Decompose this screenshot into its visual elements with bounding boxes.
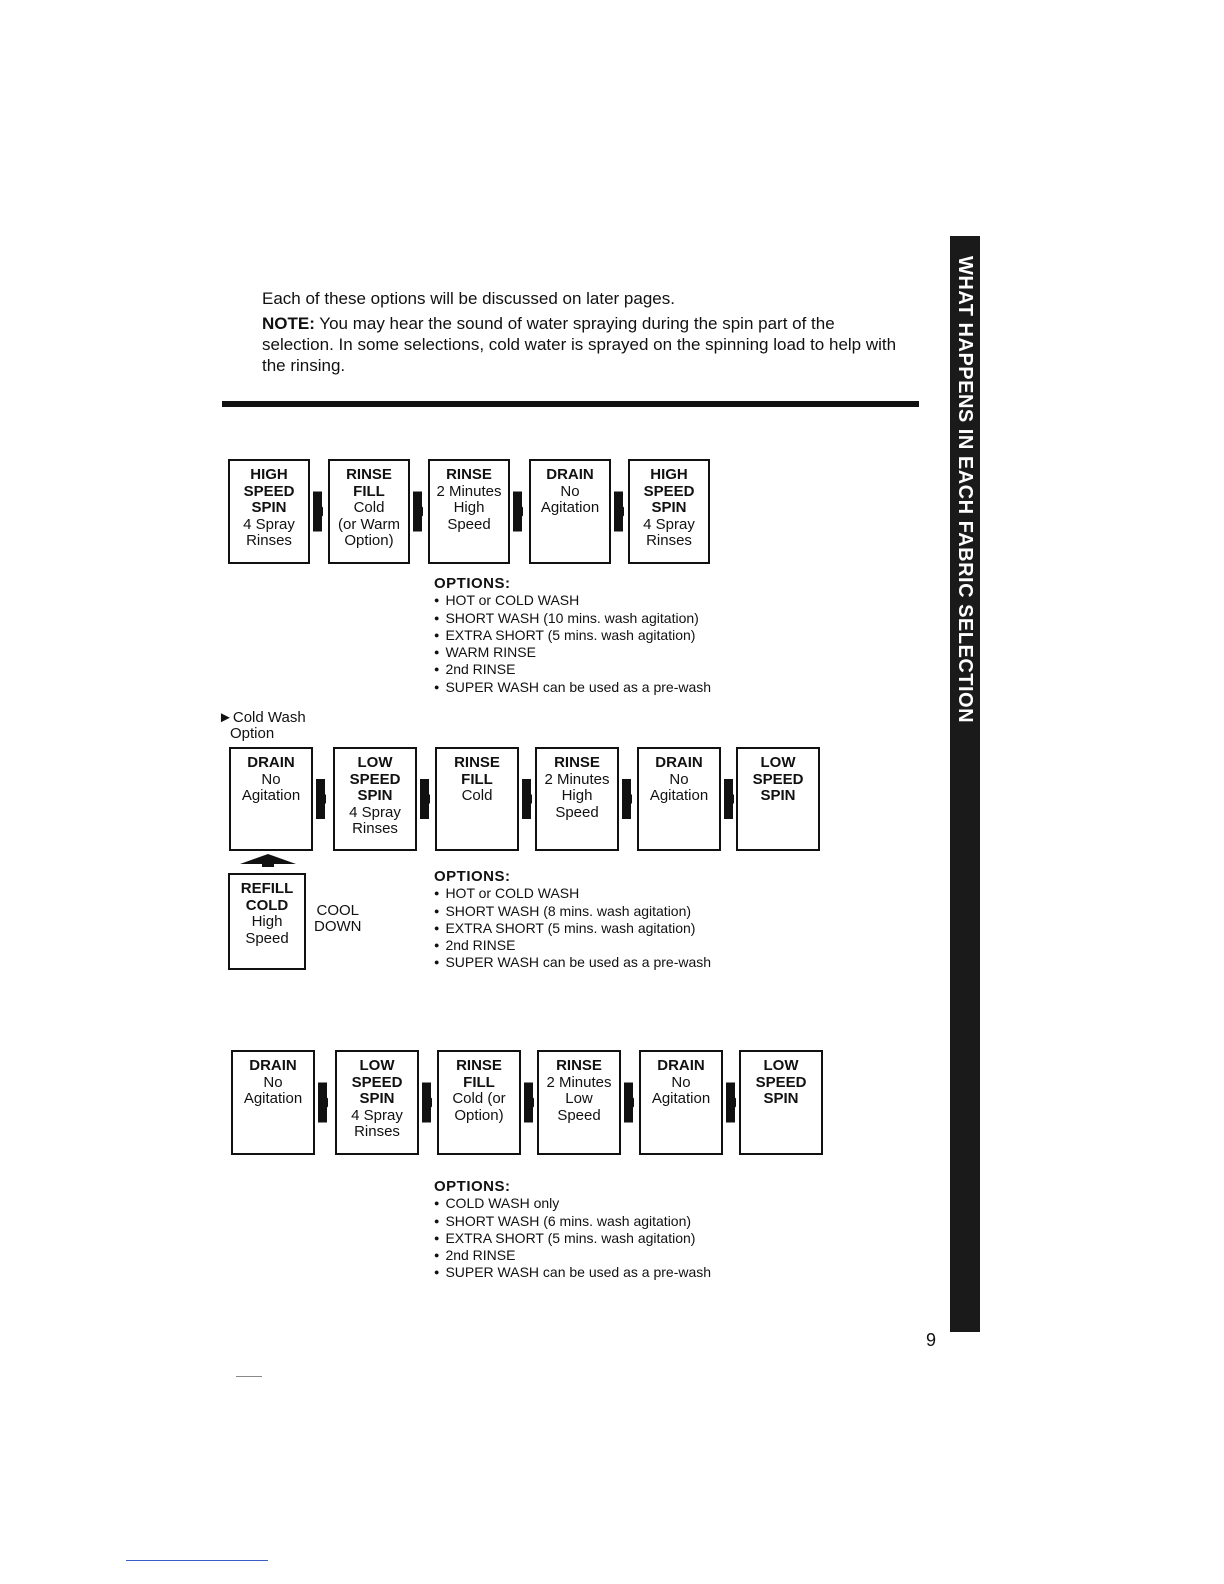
step-line: 2 Minutes [546, 1073, 612, 1091]
intro-text [262, 288, 902, 380]
step-line: Low [565, 1090, 593, 1107]
flow-arrow-icon [523, 1062, 535, 1143]
step-line: SPIN [359, 1090, 395, 1107]
option-item: ● SHORT WASH (8 mins. wash agitation) [434, 903, 711, 920]
step-line: SPEED [243, 482, 295, 500]
options-title: OPTIONS: [434, 1178, 511, 1195]
side-tab [950, 236, 980, 1332]
note-label: NOTE: [262, 314, 315, 333]
step-line: SPEED [349, 770, 401, 788]
flow-arrow-icon [421, 1062, 433, 1143]
step-line: 4 Spray [351, 1106, 403, 1124]
step-line: Cold [461, 787, 493, 804]
flow-arrow-icon [723, 759, 735, 839]
step-line: DRAIN [655, 754, 703, 771]
note-paragraph [262, 313, 902, 376]
flow-3-options [434, 1178, 711, 1282]
option-item: ● SHORT WASH (10 mins. wash agitation) [434, 610, 711, 627]
options-list [434, 1195, 711, 1281]
step-line: SPIN [763, 1090, 799, 1107]
step-line: DRAIN [657, 1057, 705, 1074]
cold-wash-pointer-icon: ► [218, 709, 233, 726]
step-line: SPEED [351, 1073, 403, 1091]
step-line: No [263, 1073, 283, 1091]
cool-down-label: COOL DOWN [314, 902, 362, 935]
step-line: LOW [760, 754, 796, 771]
cycle-step-box [231, 1050, 315, 1155]
flow-arrow-icon [419, 759, 431, 839]
step-line: High [453, 499, 485, 516]
option-item: ● EXTRA SHORT (5 mins. wash agitation) [434, 627, 711, 644]
step-line: Rinses [646, 532, 692, 549]
step-line: Speed [555, 803, 599, 821]
step-line: HIGH [650, 466, 688, 483]
cycle-step-box [537, 1050, 621, 1155]
step-line: 4 Spray [243, 515, 295, 533]
step-line: RINSE [556, 1057, 602, 1074]
step-line: Speed [557, 1106, 601, 1124]
option-item: ● COLD WASH only [434, 1195, 711, 1212]
flow-2-options [434, 868, 711, 972]
step-line: RINSE [346, 466, 392, 483]
flow-arrow-icon [613, 471, 625, 552]
flow-arrow-icon [317, 1062, 329, 1143]
step-line: Speed [447, 515, 491, 533]
flow-arrow-icon [512, 471, 524, 552]
flow-arrow-icon [621, 759, 633, 839]
step-line: REFILL [240, 880, 294, 897]
step-line: SPIN [651, 499, 687, 516]
cycle-step-box [736, 747, 820, 851]
option-item: ● 2nd RINSE [434, 937, 711, 954]
step-line: FILL [461, 770, 493, 788]
step-line: SPIN [357, 787, 393, 804]
cycle-step-box [628, 459, 710, 564]
step-line: High [561, 787, 593, 804]
step-line: SPEED [643, 482, 695, 500]
option-item: ● HOT or COLD WASH [434, 592, 711, 609]
cycle-step-box [335, 1050, 419, 1155]
cycle-step-box [739, 1050, 823, 1155]
step-line: FILL [463, 1073, 495, 1091]
step-line: 2 Minutes [436, 482, 502, 500]
step-line: High [251, 913, 283, 930]
option-item: ● 2nd RINSE [434, 661, 711, 678]
step-line: Agitation [649, 787, 709, 804]
step-line: Agitation [540, 499, 600, 516]
section-divider [222, 401, 919, 407]
step-line: 2 Minutes [544, 770, 610, 788]
step-line: SPIN [760, 787, 796, 804]
step-line: RINSE [454, 754, 500, 771]
cycle-step-box [428, 459, 510, 564]
step-line: RINSE [446, 466, 492, 483]
flow-arrow-icon [312, 471, 324, 552]
step-line: COLD [245, 896, 289, 914]
option-item: ● SUPER WASH can be used as a pre-wash [434, 954, 711, 971]
cycle-step-box [535, 747, 619, 851]
cycle-step-box [333, 747, 417, 851]
step-line: Option) [454, 1106, 504, 1124]
step-line: FILL [353, 482, 385, 500]
cycle-step-box [228, 873, 306, 970]
step-line: RINSE [554, 754, 600, 771]
step-line: Rinses [246, 532, 292, 549]
option-item: ● EXTRA SHORT (5 mins. wash agitation) [434, 920, 711, 937]
step-line: RINSE [456, 1057, 502, 1074]
step-line: No [560, 482, 580, 500]
step-line: DRAIN [249, 1057, 297, 1074]
flow-arrow-icon [521, 759, 533, 839]
cycle-step-box [637, 747, 721, 851]
option-item: ● WARM RINSE [434, 644, 711, 661]
side-tab-label: WHAT HAPPENS IN EACH FABRIC SELECTION [954, 256, 976, 724]
step-line: Agitation [243, 1090, 303, 1107]
step-line: (or Warm [338, 515, 400, 533]
cycle-step-box [435, 747, 519, 851]
option-item: ● HOT or COLD WASH [434, 885, 711, 902]
step-line: Rinses [354, 1123, 400, 1140]
step-line: SPEED [755, 1073, 807, 1091]
step-line: HIGH [250, 466, 288, 483]
step-line: LOW [359, 1057, 395, 1074]
step-line: Agitation [241, 787, 301, 804]
step-line: LOW [763, 1057, 799, 1074]
up-arrow-icon [240, 854, 296, 868]
step-line: LOW [357, 754, 393, 771]
cycle-step-box [437, 1050, 521, 1155]
flow-arrow-icon [315, 759, 327, 839]
step-line: Option) [344, 532, 394, 549]
step-line: No [669, 770, 689, 788]
flow-arrow-icon [412, 471, 424, 552]
option-item: ● EXTRA SHORT (5 mins. wash agitation) [434, 1230, 711, 1247]
step-line: Rinses [352, 820, 398, 837]
option-item: ● SUPER WASH can be used as a pre-wash [434, 1264, 711, 1281]
stray-mark [236, 1376, 262, 1377]
cycle-step-box [228, 459, 310, 564]
note-text: You may hear the sound of water spraying during the spin part of the selection. In some selections, cold water is sprayed on the spinning load to help with the rinsing. [262, 314, 897, 375]
page-number: 9 [926, 1330, 937, 1350]
cycle-step-box [328, 459, 410, 564]
step-line: Agitation [651, 1090, 711, 1107]
step-line: Cold (or [452, 1090, 506, 1107]
options-list [434, 592, 711, 696]
option-item: ● SUPER WASH can be used as a pre-wash [434, 679, 711, 696]
step-line: DRAIN [247, 754, 295, 771]
cycle-step-box [229, 747, 313, 851]
flow-arrow-icon [725, 1062, 737, 1143]
option-item: ● 2nd RINSE [434, 1247, 711, 1264]
footer-line [126, 1560, 268, 1561]
step-line: Cold [353, 499, 385, 516]
options-title: OPTIONS: [434, 575, 511, 592]
intro-line: Each of these options will be discussed on later pages. [262, 289, 675, 308]
step-line: No [261, 770, 281, 788]
step-line: 4 Spray [349, 803, 401, 821]
options-list [434, 885, 711, 971]
cold-wash-option-label: ►Cold Wash Option [218, 709, 306, 742]
cycle-step-box [529, 459, 611, 564]
cycle-step-box [639, 1050, 723, 1155]
step-line: SPEED [752, 770, 804, 788]
step-line: 4 Spray [643, 515, 695, 533]
step-line: SPIN [251, 499, 287, 516]
step-line: DRAIN [546, 466, 594, 483]
flow-1-options [434, 575, 711, 696]
flow-arrow-icon [623, 1062, 635, 1143]
option-item: ● SHORT WASH (6 mins. wash agitation) [434, 1213, 711, 1230]
options-title: OPTIONS: [434, 868, 511, 885]
step-line: Speed [245, 929, 289, 947]
step-line: No [671, 1073, 691, 1091]
